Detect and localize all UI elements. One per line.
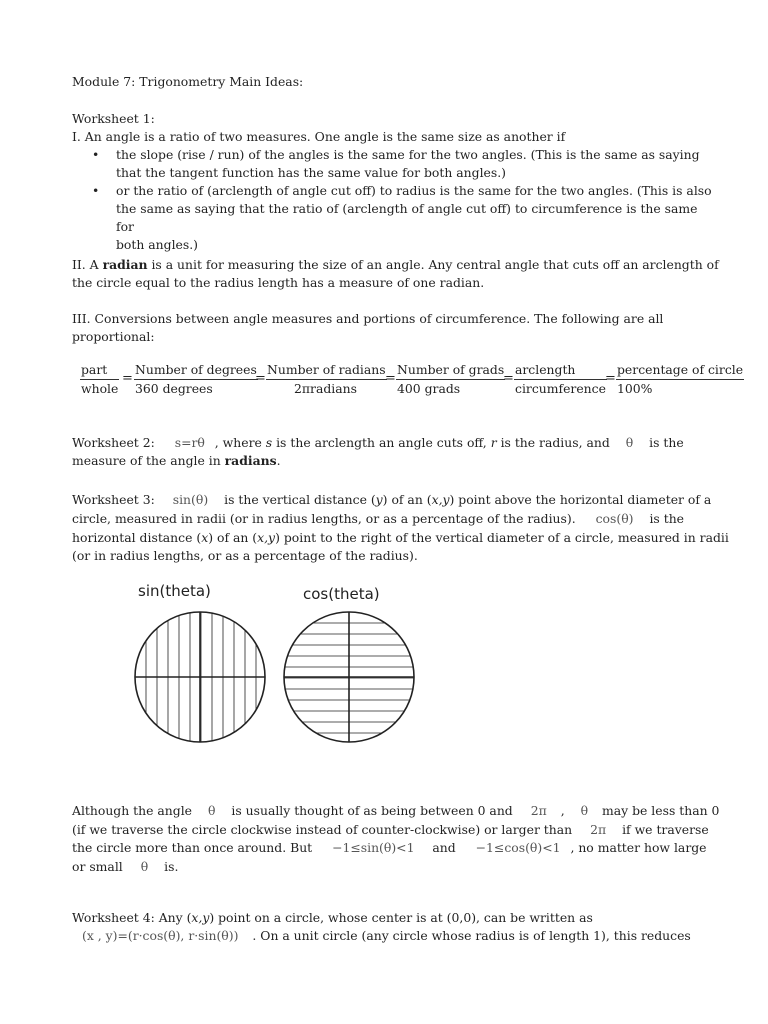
equals-sign: = — [503, 371, 514, 386]
cos-theta-label: cos(theta) — [303, 585, 380, 603]
fraction-arclength: arclength circumference — [515, 362, 606, 396]
arclength-formula: s=rθ — [174, 435, 205, 450]
fraction-part-whole: part whole — [81, 362, 119, 396]
worksheet-2-line2: measure of the angle in radians. — [72, 453, 281, 468]
theta-symbol: θ — [625, 435, 634, 450]
parametric-formula: (x , y)=(r·cos(θ), r·sin(θ)) — [82, 928, 239, 943]
although-line4: or small θ is. — [72, 859, 179, 874]
equals-sign: = — [605, 371, 616, 386]
although-line1: Although the angle θ is usually thought of as being between 0 and 2π , θ may be less than 0 — [72, 803, 720, 818]
cos-inequality: −1≤cos(θ)<1 — [475, 840, 561, 855]
theta-symbol: θ — [580, 803, 589, 818]
worksheet-1-bullets — [92, 146, 712, 254]
worksheet-4-line2: (x , y)=(r·cos(θ), r·sin(θ)) . On a unit circle (any circle whose radius is of length 1), this reduces — [82, 928, 691, 943]
conversions-intro: III. Conversions between angle measures and portions of circumference. The following are all — [72, 311, 664, 326]
conversions-intro-line2: proportional: — [72, 329, 155, 344]
theta-symbol: θ — [140, 859, 149, 874]
worksheet-1-intro: I. An angle is a ratio of two measures. One angle is the same size as another if — [72, 129, 566, 144]
sin-inequality: −1≤sin(θ)<1 — [332, 840, 415, 855]
equals-sign: = — [385, 371, 396, 386]
bullet-item: • or the ratio of (arclength of angle cut off) to radius is the same for the two angles. (This is also the same as saying that the ratio of (arclength of angle cut off) to circumference is the same for both angles.) — [92, 183, 712, 252]
worksheet-1-heading: Worksheet 1: — [72, 111, 155, 126]
bullet-icon: • — [92, 147, 100, 162]
although-line2: (if we traverse the circle clockwise instead of counter-clockwise) or larger than 2π if we traverse — [72, 822, 709, 837]
sin-theta: sin(θ) — [172, 492, 209, 507]
fraction-radians: Number of radians 2πradians — [267, 362, 386, 396]
worksheet-3-line3: horizontal distance (x) of an (x,y) point to the right of the vertical diameter of a circle, measured in radii — [72, 530, 729, 545]
radian-term: radian — [102, 257, 148, 272]
equals-sign: = — [122, 371, 133, 386]
bullet-icon: • — [92, 183, 100, 198]
two-pi: 2π — [590, 822, 607, 837]
fraction-percentage: percentage of circle 100% — [617, 362, 744, 396]
cos-circle-diagram — [284, 612, 414, 742]
worksheet-2-line1: Worksheet 2: s=rθ , where s is the arclength an angle cuts off, r is the radius, and θ is the — [72, 435, 684, 450]
bullet-item: • the slope (rise / run) of the angles is the same for the two angles. (This is the same as saying that the tangent function has the same value for both angles.) — [92, 147, 700, 180]
page-title: Module 7: Trigonometry Main Ideas: — [72, 74, 304, 89]
worksheet-3-line4: (or in radius lengths, or as a percentage of the radius). — [72, 548, 418, 563]
fraction-grads: Number of grads 400 grads — [397, 362, 505, 396]
worksheet-3-line1: Worksheet 3: sin(θ) is the vertical distance (y) of an (x,y) point above the horizontal diameter of a — [72, 492, 712, 507]
radian-definition: II. A radian is a unit for measuring the size of an angle. Any central angle that cuts off an arclength of — [72, 257, 719, 272]
theta-symbol: θ — [207, 803, 216, 818]
cos-theta: cos(θ) — [595, 511, 634, 526]
fraction-degrees: Number of degrees 360 degrees — [135, 362, 257, 396]
unit-circle-diagrams — [130, 602, 480, 754]
radian-definition-line2: the circle equal to the radius length has a measure of one radian. — [72, 275, 485, 290]
although-line3: the circle more than once around. But −1≤sin(θ)<1 and −1≤cos(θ)<1 , no matter how large — [72, 840, 707, 855]
sin-circle-diagram — [135, 612, 265, 742]
worksheet-4-line1: Worksheet 4: Any (x,y) point on a circle, whose center is at (0,0), can be written as — [72, 910, 593, 925]
worksheet-3-line2: circle, measured in radii (or in radius lengths, or as a percentage of the radius). cos(θ) is the — [72, 511, 685, 526]
equals-sign: = — [255, 371, 266, 386]
sin-theta-label: sin(theta) — [138, 582, 211, 600]
two-pi: 2π — [530, 803, 547, 818]
